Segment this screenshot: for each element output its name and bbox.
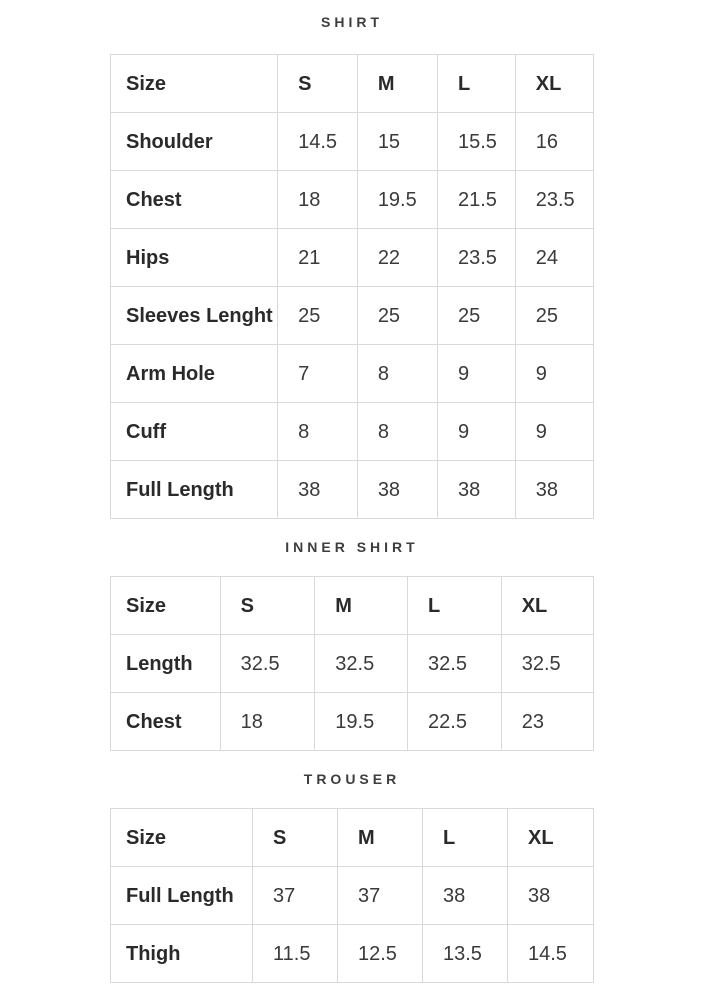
size-header-cell: M	[357, 55, 437, 113]
size-header-cell: L	[423, 809, 508, 867]
shirt-size-table	[110, 54, 594, 519]
value-cell: 22	[357, 229, 437, 287]
row-label-cell: Sleeves Lenght	[111, 287, 278, 345]
value-cell: 32.5	[408, 635, 502, 693]
row-label-cell: Hips	[111, 229, 278, 287]
size-header-cell: XL	[515, 55, 593, 113]
row-label-header-cell: Size	[111, 577, 221, 635]
value-cell: 19.5	[315, 693, 408, 751]
value-cell: 18	[220, 693, 315, 751]
shirt-section-title: SHIRT	[321, 14, 383, 30]
row-label-header-cell: Size	[111, 55, 278, 113]
value-cell: 38	[508, 867, 594, 925]
value-cell: 38	[437, 461, 515, 519]
header-row	[111, 55, 594, 113]
table-row	[111, 867, 594, 925]
row-label-header-cell: Size	[111, 809, 253, 867]
trouser-size-table	[110, 808, 594, 983]
size-header-cell: S	[253, 809, 338, 867]
table-row	[111, 171, 594, 229]
table-row	[111, 113, 594, 171]
value-cell: 14.5	[508, 925, 594, 983]
value-cell: 21	[278, 229, 358, 287]
row-label-cell: Chest	[111, 693, 221, 751]
value-cell: 38	[357, 461, 437, 519]
row-label-cell: Thigh	[111, 925, 253, 983]
inner-shirt-size-chart-section	[0, 539, 720, 751]
value-cell: 37	[338, 867, 423, 925]
value-cell: 19.5	[357, 171, 437, 229]
value-cell: 11.5	[253, 925, 338, 983]
row-label-cell: Full Length	[111, 461, 278, 519]
row-label-cell: Full Length	[111, 867, 253, 925]
size-header-cell: L	[437, 55, 515, 113]
value-cell: 14.5	[278, 113, 358, 171]
trouser-size-chart-section	[0, 771, 720, 983]
value-cell: 13.5	[423, 925, 508, 983]
value-cell: 8	[357, 403, 437, 461]
size-header-cell: XL	[508, 809, 594, 867]
size-header-cell: L	[408, 577, 502, 635]
size-header-cell: M	[315, 577, 408, 635]
value-cell: 18	[278, 171, 358, 229]
value-cell: 15.5	[437, 113, 515, 171]
table-row	[111, 403, 594, 461]
value-cell: 9	[437, 403, 515, 461]
table-row	[111, 635, 594, 693]
value-cell: 9	[515, 345, 593, 403]
value-cell: 38	[515, 461, 593, 519]
value-cell: 12.5	[338, 925, 423, 983]
value-cell: 38	[423, 867, 508, 925]
row-label-cell: Length	[111, 635, 221, 693]
value-cell: 23.5	[515, 171, 593, 229]
value-cell: 7	[278, 345, 358, 403]
table-row	[111, 229, 594, 287]
size-header-cell: M	[338, 809, 423, 867]
value-cell: 32.5	[220, 635, 315, 693]
value-cell: 25	[278, 287, 358, 345]
trouser-section-title: TROUSER	[303, 771, 401, 787]
value-cell: 32.5	[501, 635, 593, 693]
value-cell: 23.5	[437, 229, 515, 287]
value-cell: 16	[515, 113, 593, 171]
row-label-cell: Cuff	[111, 403, 278, 461]
row-label-cell: Shoulder	[111, 113, 278, 171]
value-cell: 9	[515, 403, 593, 461]
row-label-cell: Chest	[111, 171, 278, 229]
value-cell: 38	[278, 461, 358, 519]
shirt-size-chart-section	[0, 14, 720, 519]
size-header-cell: S	[278, 55, 358, 113]
inner-shirt-size-table	[110, 576, 594, 751]
size-header-cell: XL	[501, 577, 593, 635]
value-cell: 37	[253, 867, 338, 925]
value-cell: 9	[437, 345, 515, 403]
table-row	[111, 925, 594, 983]
value-cell: 15	[357, 113, 437, 171]
row-label-cell: Arm Hole	[111, 345, 278, 403]
size-header-cell: S	[220, 577, 315, 635]
header-row	[111, 809, 594, 867]
value-cell: 22.5	[408, 693, 502, 751]
value-cell: 8	[278, 403, 358, 461]
value-cell: 24	[515, 229, 593, 287]
value-cell: 23	[501, 693, 593, 751]
value-cell: 25	[437, 287, 515, 345]
value-cell: 25	[357, 287, 437, 345]
inner-shirt-section-title: INNER SHIRT	[285, 539, 419, 555]
table-row	[111, 345, 594, 403]
value-cell: 25	[515, 287, 593, 345]
value-cell: 8	[357, 345, 437, 403]
table-row	[111, 693, 594, 751]
table-row	[111, 461, 594, 519]
table-row	[111, 287, 594, 345]
value-cell: 21.5	[437, 171, 515, 229]
header-row	[111, 577, 594, 635]
value-cell: 32.5	[315, 635, 408, 693]
